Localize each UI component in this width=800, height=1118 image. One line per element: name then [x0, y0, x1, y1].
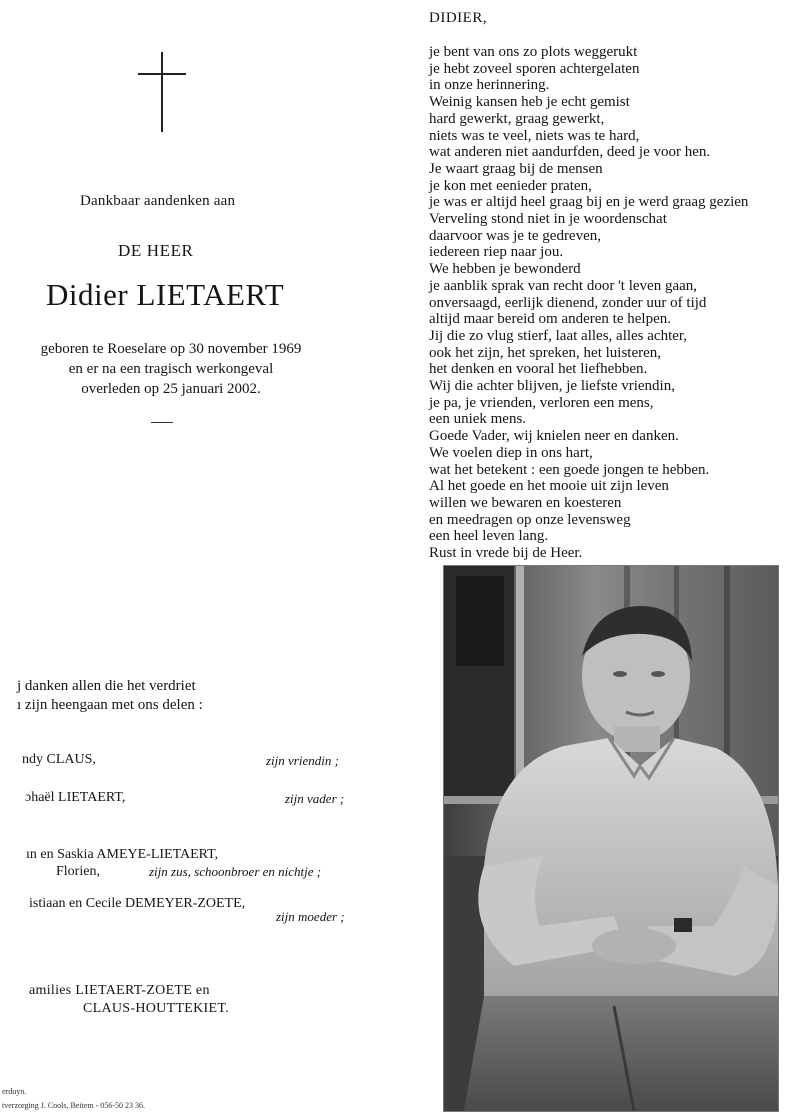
- thanks-text: [17, 677, 203, 715]
- families-line-2: CLAUS-HOUTTEKIET.: [83, 1001, 229, 1016]
- portrait-photo: [443, 565, 779, 1112]
- families-line-1: amilies LIETAERT-ZOETE en: [29, 983, 210, 998]
- mourner-relation: zijn moeder ;: [276, 909, 345, 924]
- poem: [429, 44, 748, 562]
- accident-line: en er na een tragisch werkongeval: [68, 361, 274, 377]
- poem-line: hard gewerkt, graag gewerkt,: [429, 110, 605, 127]
- poem-line: onversaagd, eerlijk dienend, zonder uur of tijd: [429, 294, 707, 311]
- poem-line: willen we bewaren en koesteren: [429, 494, 622, 511]
- poem-line: een heel leven lang.: [429, 528, 549, 545]
- poem-line: je was er altijd heel graag bij en je werd graag gezien: [429, 194, 749, 211]
- poem-line: Je waart graag bij de mensen: [429, 160, 603, 177]
- death-line: overleden op 25 januari 2002.: [81, 381, 261, 397]
- mourner-name: ın en Saskia AMEYE-LIETAERT,: [26, 847, 219, 862]
- poem-line: Goede Vader, wij knielen neer en danken.: [429, 428, 679, 445]
- poem-line: je kon met eenieder praten,: [429, 177, 592, 194]
- birth-line: geboren te Roeselare op 30 november 1969: [40, 341, 302, 357]
- mourner-name: istiaan en Cecile DEMEYER-ZOETE,: [29, 896, 246, 911]
- deceased-name: Didier LIETAERT: [46, 277, 285, 312]
- poem-line: iedereen riep naar jou.: [429, 244, 564, 261]
- poem-title: DIDIER,: [429, 10, 488, 26]
- poem-line: je pa, je vrienden, verloren een mens,: [429, 394, 654, 411]
- poem-line: Wij die achter blijven, je liefste vriendin,: [429, 378, 675, 395]
- honorific: DE HEER: [118, 241, 194, 260]
- poem-line: Al het goede en het mooie uit zijn leven: [429, 478, 669, 495]
- poem-line: je hebt zoveel sporen achtergelaten: [429, 60, 640, 77]
- poem-line: je bent van ons zo plots weggerukt: [429, 44, 638, 60]
- mourner-name: ndy CLAUS,: [22, 752, 96, 767]
- mourner-relation: zijn zus, schoonbroer en nichtje ;: [149, 864, 322, 879]
- poem-line: Jij die zo vlug stierf, laat alles, alles achter,: [429, 327, 688, 344]
- cross-icon: [138, 52, 186, 132]
- poem-line: We voelen diep in ons hart,: [429, 444, 593, 461]
- poem-line: We hebben je bewonderd: [429, 261, 581, 278]
- poem-line: daarvoor was je te gedreven,: [429, 227, 602, 244]
- poem-line: niets was te veel, niets was te hard,: [429, 127, 640, 144]
- poem-line: een uniek mens.: [429, 411, 527, 428]
- mourner-name-secondary: Florien,: [56, 864, 100, 879]
- mourner-relation: zijn vriendin ;: [266, 753, 339, 768]
- poem-line: altijd maar bereid om anderen te helpen.: [429, 311, 671, 328]
- printer-line-2: tverzorging J. Cools, Beitem - 056-50 23 36.: [2, 1101, 145, 1110]
- dedication-text: Dankbaar aandenken aan: [80, 193, 236, 209]
- poem-line: Weinig kansen heb je echt gemist: [429, 94, 630, 111]
- poem-line: wat het betekent : een goede jongen te hebben.: [429, 461, 710, 478]
- poem-line: Verveling stond niet in je woordenschat: [429, 211, 667, 228]
- divider: [151, 422, 173, 423]
- poem-line: je aanblik sprak van recht door 't leven gaan,: [429, 277, 698, 294]
- poem-line: in onze herinnering.: [429, 77, 550, 94]
- thanks-line-2: ı zijn heengaan met ons delen :: [17, 697, 203, 713]
- poem-line: het denken en vooral het liefhebben.: [429, 361, 648, 378]
- poem-line: Rust in vrede bij de Heer.: [429, 545, 583, 562]
- printer-line-1: erduyn.: [2, 1087, 27, 1096]
- poem-line: ook het zijn, het spreken, het luisteren,: [429, 344, 662, 361]
- mourner-name: ɔhaël LIETAERT,: [25, 790, 126, 805]
- poem-line: wat anderen niet aandurfden, deed je voor hen.: [429, 144, 711, 161]
- poem-line: en meedragen op onze levensweg: [429, 511, 631, 528]
- thanks-line-1: j danken allen die het verdriet: [17, 678, 196, 694]
- birth-death-details: [30, 339, 312, 399]
- mourner-relation: zijn vader ;: [285, 791, 345, 806]
